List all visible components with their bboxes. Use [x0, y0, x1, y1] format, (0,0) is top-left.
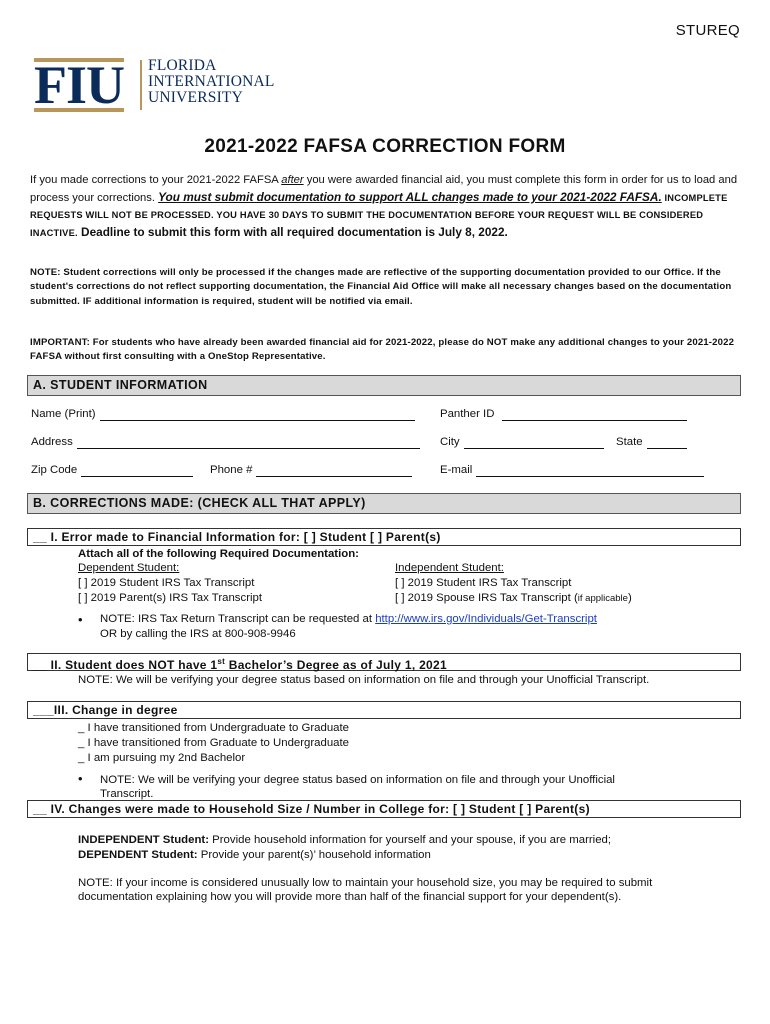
independent-household-instruction: INDEPENDENT Student: Provide household information for yourself and your spouse, if you are married; [78, 834, 612, 846]
logo-mark: FIU [34, 55, 124, 115]
address-field[interactable]: Address [31, 435, 420, 449]
phone-field[interactable]: Phone # [210, 463, 412, 477]
bullet-icon: • [78, 771, 83, 786]
irs-phone-note: OR by calling the IRS at 800-908-9946 [100, 628, 296, 640]
page-title: 2021-2022 FAFSA CORRECTION FORM [204, 136, 566, 157]
fiu-logo [34, 55, 286, 115]
correction-ii-header[interactable]: __ II. Student does NOT have 1st Bachelor’s Degree as of July 1, 2021 [27, 653, 741, 671]
state-field[interactable]: State [616, 435, 687, 449]
degree-verify-note: NOTE: We will be verifying your degree status based on information on file and through your Unofficial Transcript. [78, 674, 650, 686]
city-field[interactable]: City [440, 435, 604, 449]
second-bachelor-option[interactable]: _ I am pursuing my 2nd Bachelor [78, 752, 246, 764]
dep-student-transcript-checkbox[interactable]: [ ] 2019 Student IRS Tax Transcript [78, 577, 255, 589]
name-field[interactable]: Name (Print) [31, 407, 415, 421]
correction-iv-header[interactable]: __ IV. Changes were made to Household Size / Number in College for: [ ] Student [ ] Parent(s) [27, 800, 741, 818]
intro-paragraph: If you made corrections to your 2021-2022 FAFSA after you were awarded financial aid, you must complete this form in order for us to load and process your corrections. You must submit documentation to support ALL changes made to your 2021-2022 FAFSA. INCOMPLETE REQUESTS WILL NOT BE PROCESSED. YOU HAVE 30 DAYS TO SUBMIT THE DOCUMENTATION BEFORE YOUR REQUEST WILL BE CONSIDERED INACTIVE. Deadline to submit this form with all required documentation is July 8, 2022. [30, 174, 738, 239]
degree-status-note-cont: Transcript. [100, 788, 154, 800]
section-a-header: A. STUDENT INFORMATION [27, 375, 741, 396]
processing-note: NOTE: Student corrections will only be processed if the changes made are reflective of the supporting documentation provided to our Office. If the student's corrections do not reflect supporting documentation, the Financial Aid Office will make all necessary changes based on the documentation submitted. IF additional information is required, student will be notified via email. [30, 267, 732, 307]
attach-docs-label: Attach all of the following Required Documentation: [78, 548, 359, 560]
section-b-header: B. CORRECTIONS MADE: (CHECK ALL THAT APPLY) [27, 493, 741, 514]
correction-i-header[interactable]: __ I. Error made to Financial Information for: [ ] Student [ ] Parent(s) [27, 528, 741, 546]
low-income-note-cont: documentation explaining how you will provide more than half of the financial support for your dependent(s). [78, 891, 622, 903]
logo-wordmark: FLORIDA INTERNATIONAL UNIVERSITY [148, 57, 275, 106]
email-field[interactable]: E-mail [440, 463, 704, 477]
ind-student-transcript-checkbox[interactable]: [ ] 2019 Student IRS Tax Transcript [395, 577, 572, 589]
undergrad-transition-option[interactable]: _ I have transitioned from Graduate to Undergraduate [78, 737, 350, 749]
ind-spouse-transcript-checkbox[interactable]: [ ] 2019 Spouse IRS Tax Transcript (if applicable) [395, 592, 632, 604]
dependent-household-instruction: DEPENDENT Student: Provide your parent(s)’ household information [78, 849, 431, 861]
panther-id-field[interactable]: Panther ID [440, 407, 687, 421]
important-note: IMPORTANT: For students who have already been awarded financial aid for 2021-2022, please do NOT make any additional changes to your 2021-2022 FAFSA without first consulting with a OneStop Representative. [30, 337, 735, 363]
dep-parent-transcript-checkbox[interactable]: [ ] 2019 Parent(s) IRS Tax Transcript [78, 592, 263, 604]
bullet-icon: • [78, 612, 83, 627]
grad-transition-option[interactable]: _ I have transitioned from Undergraduate to Graduate [78, 722, 350, 734]
irs-transcript-link[interactable]: http://www.irs.gov/Individuals/Get-Transcript [375, 613, 597, 625]
dependent-student-heading: Dependent Student: [78, 562, 180, 574]
low-income-note: NOTE: If your income is considered unusually low to maintain your household size, you may be required to submit [78, 877, 653, 889]
irs-transcript-note: NOTE: IRS Tax Return Transcript can be requested at http://www.irs.gov/Individuals/Get-Transcript [100, 613, 597, 625]
zip-field[interactable]: Zip Code [31, 463, 193, 477]
logo-divider [140, 60, 142, 110]
independent-student-heading: Independent Student: [395, 562, 504, 574]
degree-status-note: NOTE: We will be verifying your degree status based on information on file and through your Unofficial [100, 774, 615, 786]
form-code: STUREQ [675, 22, 740, 39]
correction-iii-header[interactable]: ___III. Change in degree [27, 701, 741, 719]
